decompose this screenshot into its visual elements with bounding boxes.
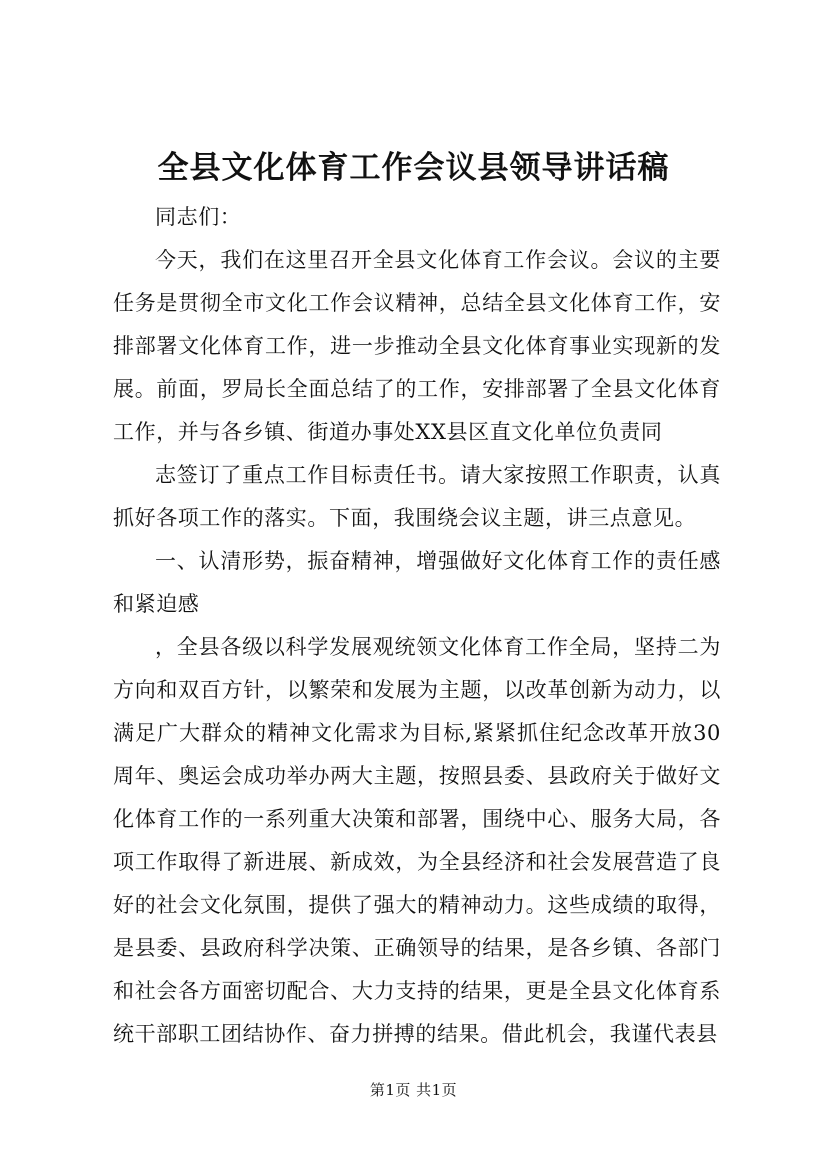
document-title: 全县文化体育工作会议县领导讲话稿	[157, 150, 670, 186]
body-paragraph: 今天，我们在这里召开全县文化体育工作会议。会议的主要任务是贯彻全市文化工作会议精神，总结全县文化体育工作，安排部署文化体育工作，进一步推动全县文化体育事业实现新的发展。前面，罗局长全面总结了的工作，安排部署了全县文化体育工作，并与各乡镇、街道办事处XX县区直文化单位负责同	[113, 248, 721, 444]
page-footer: 第1页 共1页	[369, 1081, 458, 1099]
body-paragraph: ，全县各级以科学发展观统领文化体育工作全局，坚持二为方向和双百方针，以繁荣和发展为主题，以改革创新为动力，以满足广大群众的精神文化需求为目标,紧紧抓住纪念改革开放30周年、奥运会成功举办两大主题，按照县委、县政府关于做好文化体育工作的一系列重大决策和部署，围绕中心、服务大局，各项工作取得了新进展、新成效，为全县经济和社会发展营造了良好的社会文化氛围，提供了强大的精神动力。这些成绩的取得，是县委、县政府科学决策、正确领导的结果，是各乡镇、各部门和社会各方面密切配合、大力支持的结果，更是全县文化体育系统干部职工团结协作、奋力拼搏的结果。借此机会，我谨代表县	[113, 635, 721, 1046]
body-paragraph: 志签订了重点工作目标责任书。请大家按照工作职责，认真抓好各项工作的落实。下面，我围绕会议主题，讲三点意见。	[113, 463, 721, 530]
section-heading-paragraph: 一、认清形势，振奋精神，增强做好文化体育工作的责任感和紧迫感	[113, 549, 721, 616]
document-body	[113, 196, 721, 1056]
salutation-paragraph: 同志们：	[155, 205, 242, 229]
